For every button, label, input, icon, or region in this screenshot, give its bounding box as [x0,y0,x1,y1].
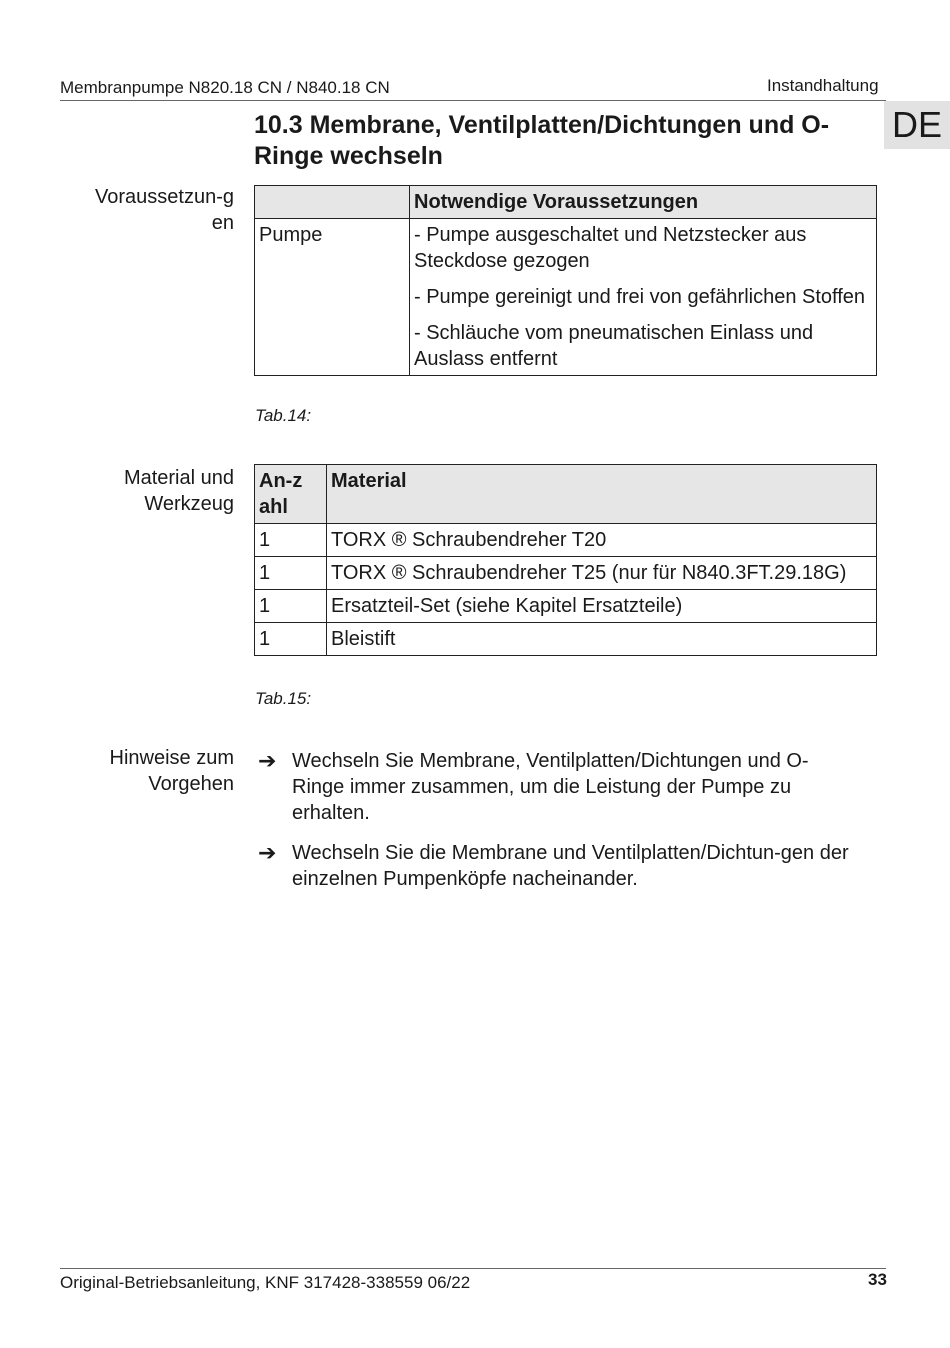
materials-name: Ersatzteil-Set (siehe Kapitel Ersatzteile) [327,590,877,623]
prerequisite-item: - Pumpe ausgeschaltet und Netzstecker aus Steckdose gezogen [414,224,807,272]
materials-side-label: Material und Werkzeug [123,467,234,515]
materials-header-qty-text: An-zahl [259,470,303,518]
page-number: 33 [868,1270,887,1289]
language-badge: DE [884,101,950,149]
materials-row [255,557,877,590]
hint-item [258,840,858,896]
prerequisites-header-row [255,186,877,219]
materials-row [255,590,877,623]
materials-name: TORX ® Schraubendreher T25 (nur für N840.3FT.29.18G) [327,557,877,590]
prerequisites-row-label: Pumpe [255,219,410,376]
prerequisites-items [410,219,877,376]
right-arrow-icon: ➔ [258,840,277,865]
table-15-caption: Tab.15: [255,689,312,708]
materials-name: Bleistift [327,623,877,656]
prerequisites-header-title: Notwendige Voraussetzungen [410,186,877,219]
prerequisites-header-blank [255,186,410,219]
materials-name: TORX ® Schraubendreher T20 [327,524,877,557]
header-divider [60,100,886,101]
materials-header-row [255,465,877,524]
right-arrow-icon: ➔ [258,748,277,773]
prerequisites-side-label-text: Voraussetzun-gen [95,186,234,234]
materials-table [254,464,877,656]
footer-document-id: Original-Betriebsanleitung, KNF 317428-338559 06/22 [60,1273,471,1292]
hints-side-label: Hinweise zum Vorgehen [109,747,234,795]
materials-header-material: Material [327,465,877,524]
materials-row [255,524,877,557]
materials-qty: 1 [255,623,327,656]
materials-qty: 1 [255,557,327,590]
hint-text: Wechseln Sie die Membrane und Ventilplatten/Dichtun-gen der einzelnen Pumpenköpfe nacheinander. [292,842,849,890]
materials-qty: 1 [255,590,327,623]
materials-qty: 1 [255,524,327,557]
header-product-title: Membranpumpe N820.18 CN / N840.18 CN [60,78,390,97]
prerequisites-row [255,219,877,376]
prerequisites-table [254,185,877,376]
header-chapter-title: Instandhaltung [767,76,879,95]
prerequisite-item: - Pumpe gereinigt und frei von gefährlichen Stoffen [414,286,866,308]
materials-header-qty [255,465,327,524]
prerequisites-side-label [74,184,234,236]
table-14-caption: Tab.14: [255,406,312,425]
prerequisite-item: - Schläuche vom pneumatischen Einlass und Auslass entfernt [414,322,814,370]
section-title: 10.3 Membrane, Ventilplatten/Dichtungen und O-Ringe wechseln [254,111,830,170]
materials-row [255,623,877,656]
footer-divider [60,1268,886,1269]
hint-text: Wechseln Sie Membrane, Ventilplatten/Dichtungen und O-Ringe immer zusammen, um die Leistung der Pumpe zu erhalten. [292,750,809,824]
hint-item [258,748,858,828]
